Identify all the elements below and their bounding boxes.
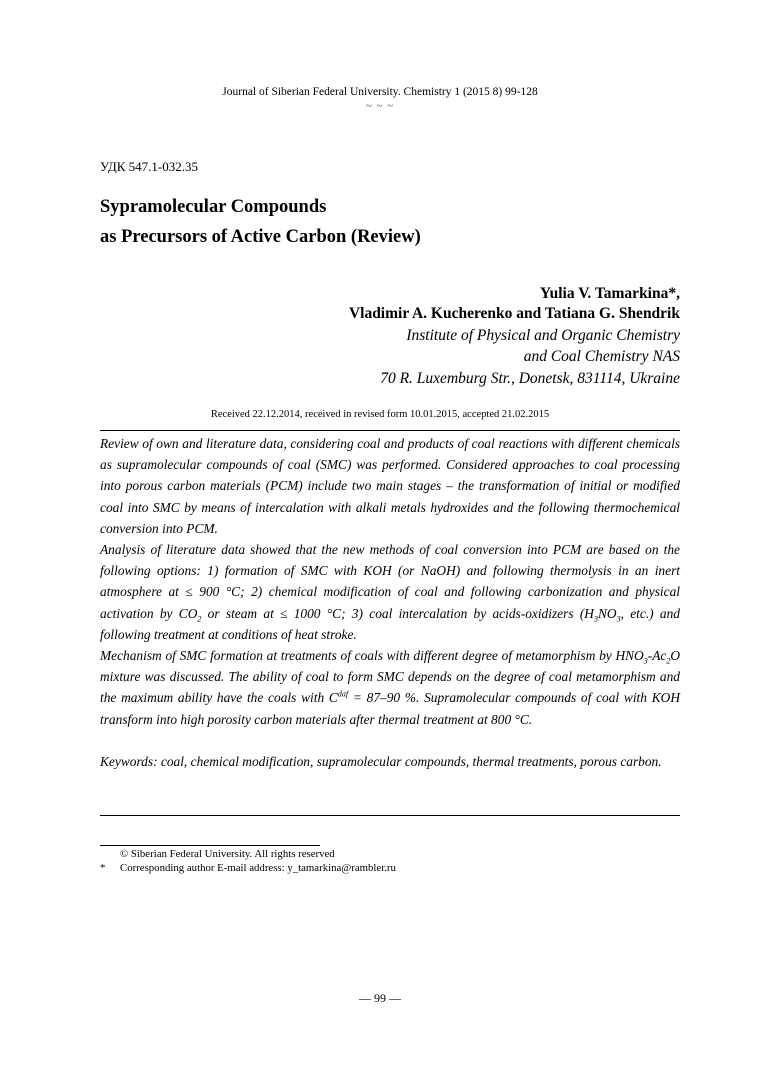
abstract-bottom-rule (100, 815, 680, 816)
received-dates: Received 22.12.2014, received in revised form 10.01.2015, accepted 21.02.2015 (210, 409, 550, 420)
udk-code: УДК 547.1-032.35 (100, 159, 199, 174)
abstract-paragraph-1: Review of own and literature data, considering coal and products of coal reactions with different chemicals as supramolecular compounds of coal (SMC) was performed. Considered approaches to coal processing into porous carbon materials (PCM) include two main stages – the transformation of initial or modified coal into SMC by means of intercalation with alkali metals hydroxides and the following thermochemical conversion into PCM. (100, 436, 680, 536)
abstract-paragraph-3: Mechanism of SMC formation at treatments of coals with different degree of metamorphism by $HNO_3-Ac_2O$ mixture was discussed. The ability of coal to form SMC depends on the degree of coal metamorphism and the maximum ability have the coals with $C^{daf} = 87-90$ %. Supramolecular compounds of coal with KOH transform into high porosity carbon materials after thermal treatment at 800 °С. (100, 648, 680, 727)
abstract-top-rule (100, 430, 680, 431)
journal-header: Journal of Siberian Federal University. Chemistry 1 (2015 8) 99-128 (222, 86, 538, 98)
article-title-line1: Sypramolecular Compounds (100, 197, 327, 217)
footnote-copyright: © Siberian Federal University. All rights reserved (120, 848, 335, 860)
keywords: Keywords: coal, chemical modification, supramolecular compounds, thermal treatments, porous carbon. (100, 753, 662, 769)
article-title-line2: as Precursors of Active Carbon (Review) (100, 227, 421, 247)
abstract (100, 433, 680, 772)
header-separator: ~ ~ ~ (365, 100, 395, 112)
affiliation-address: 70 R. Luxemburg Str., Donetsk, 831114, Ukraine (380, 370, 680, 387)
author-line1: Yulia V. Tamarkina*, (539, 285, 680, 302)
affiliation-line2: and Coal Chemistry NAS (523, 348, 680, 365)
footnote-rule (100, 845, 320, 846)
abstract-paragraph-2: Analysis of literature data showed that the new methods of coal conversion into PCM are based on the following options: 1) formation of SMC with KOH (or NaOH) and following thermolysis in an inert atmosphere at ≤ 900 °С; 2) chemical modification of coal and following carbonization and physical activation by $CO_2$ or steam at ≤ 1000 °С; 3) coal intercalation by acids-oxidizers ($H_3NO_3$, etc.) and following treatment at conditions of heat stroke. (100, 542, 680, 642)
footnote-corresponding-author: * Corresponding author E-mail address: y_tamarkina@rambler.ru (100, 862, 396, 874)
affiliation-line1: Institute of Physical and Organic Chemistry (406, 327, 680, 344)
author-line2: Vladimir A. Kucherenko and Tatiana G. Shendrik (348, 305, 680, 322)
page-number: — 99 — (359, 991, 401, 1005)
